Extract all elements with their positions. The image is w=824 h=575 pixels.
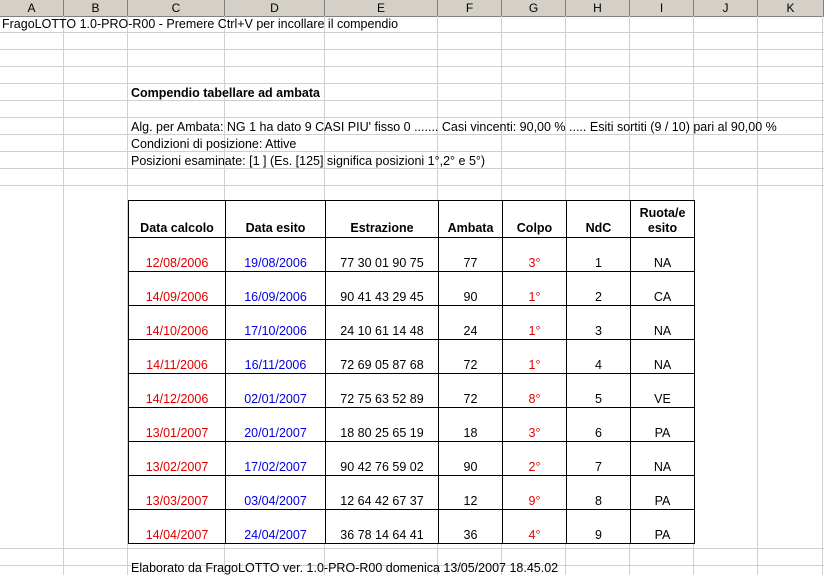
cell-data-calcolo[interactable]: 13/03/2007: [129, 476, 226, 510]
cell-ambata[interactable]: 77: [439, 238, 503, 272]
cell-ambata[interactable]: 90: [439, 442, 503, 476]
cell-ndc[interactable]: 2: [567, 272, 631, 306]
footer-line: Elaborato da FragoLOTTO ver. 1.0-PRO-R00 domenica 13/05/2007 18.45.02: [131, 561, 559, 575]
info-algorithm: Alg. per Ambata: NG 1 ha dato 9 CASI PIU' fisso 0 ....... Casi vincenti: 90,00 % ..... Esiti sortiti (9 / 10) pari al 90,00 %: [131, 120, 777, 134]
table-row: [129, 510, 695, 544]
cell-ruota[interactable]: NA: [631, 306, 695, 340]
cell-ruota[interactable]: CA: [631, 272, 695, 306]
cell-data-esito[interactable]: 24/04/2007: [226, 510, 326, 544]
cell-data-calcolo[interactable]: 14/12/2006: [129, 374, 226, 408]
column-header-f[interactable]: F: [438, 0, 502, 16]
cell-ruota[interactable]: PA: [631, 476, 695, 510]
results-table: [128, 200, 695, 544]
table-row: [129, 306, 695, 340]
section-title: Compendio tabellare ad ambata: [131, 86, 320, 100]
cell-data-esito[interactable]: 16/09/2006: [226, 272, 326, 306]
cell-data-calcolo[interactable]: 14/09/2006: [129, 272, 226, 306]
cell-ambata[interactable]: 18: [439, 408, 503, 442]
cell-ambata[interactable]: 36: [439, 510, 503, 544]
column-header-h[interactable]: H: [566, 0, 630, 16]
cell-data-calcolo[interactable]: 14/11/2006: [129, 340, 226, 374]
cell-ruota[interactable]: NA: [631, 238, 695, 272]
cell-data-calcolo[interactable]: 13/02/2007: [129, 442, 226, 476]
cell-ruota[interactable]: PA: [631, 408, 695, 442]
column-header-k[interactable]: K: [758, 0, 824, 16]
table-row: [129, 272, 695, 306]
cell-colpo[interactable]: 1°: [503, 272, 567, 306]
cell-data-calcolo[interactable]: 13/01/2007: [129, 408, 226, 442]
column-header-j[interactable]: J: [694, 0, 758, 16]
cell-colpo[interactable]: 3°: [503, 408, 567, 442]
header-line: FragoLOTTO 1.0-PRO-R00 - Premere Ctrl+V per incollare il compendio: [2, 17, 399, 31]
cell-ndc[interactable]: 4: [567, 340, 631, 374]
cell-data-esito[interactable]: 17/10/2006: [226, 306, 326, 340]
cell-estrazione[interactable]: 36 78 14 64 41: [326, 510, 439, 544]
header-data-esito: Data esito: [226, 201, 326, 238]
table-row: [129, 238, 695, 272]
cell-estrazione[interactable]: 90 42 76 59 02: [326, 442, 439, 476]
column-header-d[interactable]: D: [225, 0, 325, 16]
cell-estrazione[interactable]: 24 10 61 14 48: [326, 306, 439, 340]
column-header-g[interactable]: G: [502, 0, 566, 16]
cell-data-calcolo[interactable]: 14/10/2006: [129, 306, 226, 340]
table-row: [129, 374, 695, 408]
cell-ambata[interactable]: 12: [439, 476, 503, 510]
header-ndc: NdC: [567, 201, 631, 238]
column-header-a[interactable]: A: [0, 0, 64, 16]
cell-data-esito[interactable]: 20/01/2007: [226, 408, 326, 442]
column-header-row: [0, 0, 824, 17]
table-row: [129, 476, 695, 510]
cell-ambata[interactable]: 90: [439, 272, 503, 306]
column-header-i[interactable]: I: [630, 0, 694, 16]
cell-ndc[interactable]: 3: [567, 306, 631, 340]
header-colpo: Colpo: [503, 201, 567, 238]
header-ruota-esito: Ruota/e esito: [631, 201, 695, 238]
cell-colpo[interactable]: 2°: [503, 442, 567, 476]
cell-estrazione[interactable]: 72 75 63 52 89: [326, 374, 439, 408]
cell-estrazione[interactable]: 18 80 25 65 19: [326, 408, 439, 442]
column-header-b[interactable]: B: [64, 0, 128, 16]
cell-estrazione[interactable]: 72 69 05 87 68: [326, 340, 439, 374]
cell-ruota[interactable]: NA: [631, 340, 695, 374]
cell-estrazione[interactable]: 12 64 42 67 37: [326, 476, 439, 510]
table-header-row: [129, 201, 695, 238]
cell-estrazione[interactable]: 90 41 43 29 45: [326, 272, 439, 306]
cell-estrazione[interactable]: 77 30 01 90 75: [326, 238, 439, 272]
cell-data-calcolo[interactable]: 14/04/2007: [129, 510, 226, 544]
cell-data-esito[interactable]: 16/11/2006: [226, 340, 326, 374]
cell-ndc[interactable]: 7: [567, 442, 631, 476]
cell-ambata[interactable]: 72: [439, 374, 503, 408]
info-conditions: Condizioni di posizione: Attive: [131, 137, 297, 151]
cell-colpo[interactable]: 8°: [503, 374, 567, 408]
column-header-e[interactable]: E: [325, 0, 438, 16]
cell-ndc[interactable]: 9: [567, 510, 631, 544]
cell-colpo[interactable]: 9°: [503, 476, 567, 510]
table-row: [129, 340, 695, 374]
cell-ndc[interactable]: 1: [567, 238, 631, 272]
cell-ruota[interactable]: PA: [631, 510, 695, 544]
cell-ambata[interactable]: 72: [439, 340, 503, 374]
cell-ambata[interactable]: 24: [439, 306, 503, 340]
cell-ndc[interactable]: 8: [567, 476, 631, 510]
cell-ndc[interactable]: 6: [567, 408, 631, 442]
cell-colpo[interactable]: 1°: [503, 306, 567, 340]
column-header-c[interactable]: C: [128, 0, 225, 16]
cell-ndc[interactable]: 5: [567, 374, 631, 408]
info-positions: Posizioni esaminate: [1 ] (Es. [125] significa posizioni 1°,2° e 5°): [131, 154, 486, 168]
cell-colpo[interactable]: 1°: [503, 340, 567, 374]
cell-colpo[interactable]: 3°: [503, 238, 567, 272]
cell-ruota[interactable]: VE: [631, 374, 695, 408]
header-ambata: Ambata: [439, 201, 503, 238]
header-estrazione: Estrazione: [326, 201, 439, 238]
header-data-calcolo: Data calcolo: [129, 201, 226, 238]
cell-data-calcolo[interactable]: 12/08/2006: [129, 238, 226, 272]
cell-data-esito[interactable]: 19/08/2006: [226, 238, 326, 272]
cell-data-esito[interactable]: 03/04/2007: [226, 476, 326, 510]
cell-data-esito[interactable]: 02/01/2007: [226, 374, 326, 408]
table-row: [129, 408, 695, 442]
table-row: [129, 442, 695, 476]
cell-colpo[interactable]: 4°: [503, 510, 567, 544]
cell-ruota[interactable]: NA: [631, 442, 695, 476]
cell-data-esito[interactable]: 17/02/2007: [226, 442, 326, 476]
